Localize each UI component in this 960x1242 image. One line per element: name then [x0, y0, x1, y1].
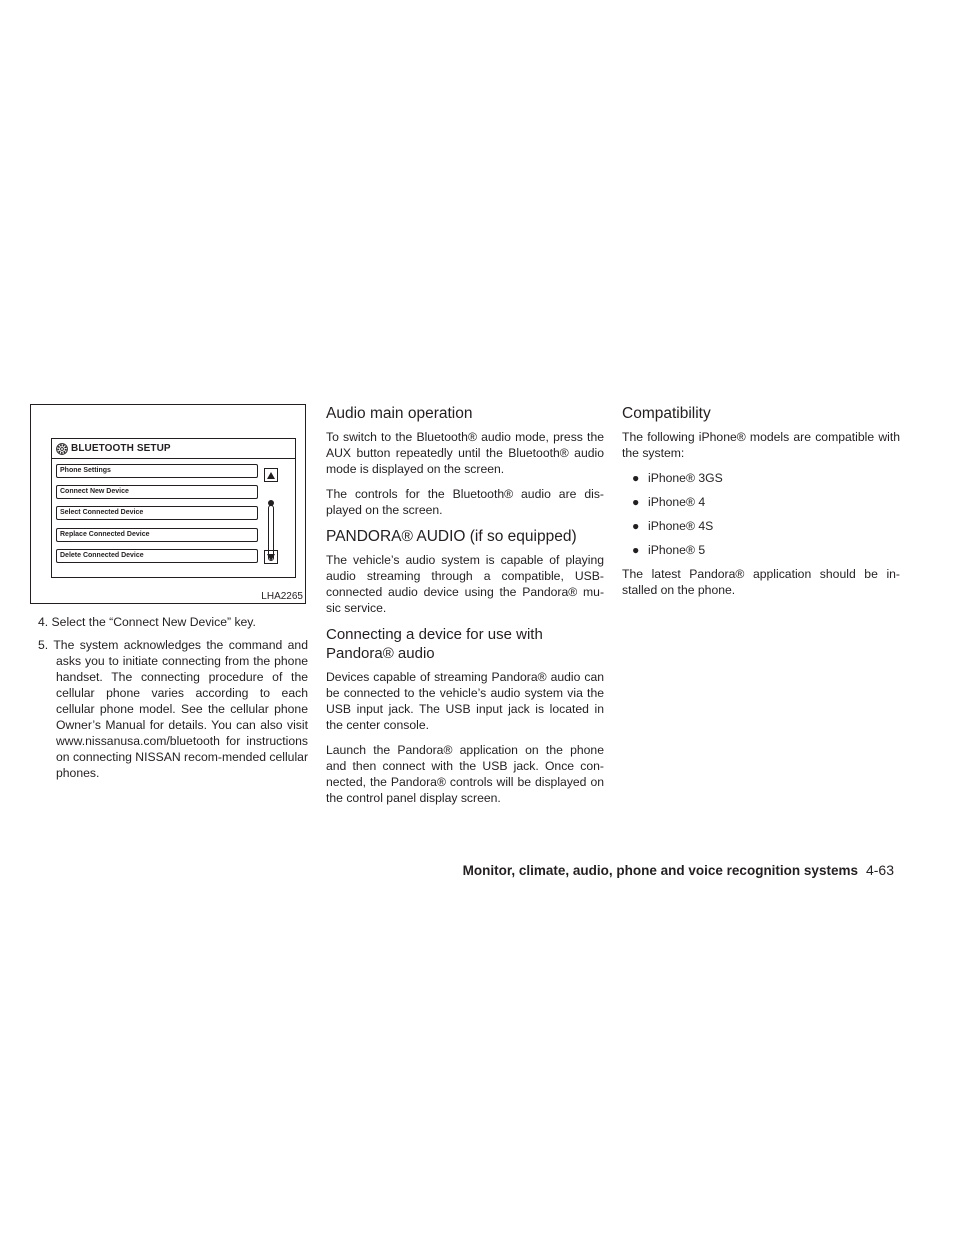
phone-settings-button[interactable]: Phone Settings: [56, 464, 258, 478]
step-5: 5. The system acknowledges the command and asks you to initiate connecting from the phone handset. The connecting procedure of the cellular phone varies according to each cellular phone model. See the cellular phone Owner’s Manual for details. You can also visit www.nissanusa.com/bluetooth for instructions on connecting NISSAN recom-mended cellular phones.: [38, 638, 308, 780]
replace-connected-device-button[interactable]: Replace Connected Device: [56, 528, 258, 542]
list-item: ● iPhone® 5: [632, 543, 706, 557]
audio-main-paragraph-1: To switch to the Bluetooth® audio mode, press the AUX button repeatedly until the Bluetooth® audio mode is displayed on the screen.: [326, 430, 604, 476]
compatibility-heading: Compatibility: [622, 405, 711, 422]
list-item: ● iPhone® 3GS: [632, 471, 723, 485]
select-connected-device-button[interactable]: Select Connected Device: [56, 506, 258, 520]
pandora-heading: PANDORA® AUDIO (if so equipped): [326, 528, 577, 545]
audio-main-paragraph-2: The controls for the Bluetooth® audio are dis-played on the screen.: [326, 487, 604, 517]
compatibility-intro: The following iPhone® models are compatible with the system:: [622, 430, 900, 460]
bullet-icon: ●: [632, 495, 640, 509]
connecting-paragraph-1: Devices capable of streaming Pandora® audio can be connected to the vehicle’s audio system via the USB input jack. The USB input jack is located in the center console.: [326, 670, 604, 732]
connecting-paragraph-2: Launch the Pandora® application on the phone and then connect with the USB jack. Once con-nected, the Pandora® controls will be displayed on the control panel display screen.: [326, 743, 604, 805]
step-4: 4. Select the “Connect New Device” key.: [38, 615, 256, 629]
connecting-heading: Connecting a device for use with Pandora® audio: [326, 626, 543, 662]
screen-header: [52, 439, 295, 459]
middle-column: [326, 404, 604, 815]
left-column: [30, 404, 308, 788]
scroll-down-button[interactable]: [264, 550, 278, 564]
gear-icon: [55, 442, 69, 456]
audio-main-heading: Audio main operation: [326, 405, 473, 422]
delete-connected-device-button[interactable]: Delete Connected Device: [56, 549, 258, 563]
screen-title: BLUETOOTH SETUP: [71, 443, 171, 454]
triangle-down-icon: [267, 554, 275, 561]
right-column: [622, 404, 900, 607]
page-footer: [334, 862, 894, 878]
triangle-up-icon: [267, 472, 275, 479]
list-item: ● iPhone® 4: [632, 495, 706, 509]
compatibility-outro: The latest Pandora® application should be in-stalled on the phone.: [622, 567, 900, 597]
bluetooth-setup-figure: [30, 404, 306, 604]
compatible-models-list: [622, 470, 900, 558]
list-item: ● iPhone® 4S: [632, 519, 714, 533]
figure-code: LHA2265: [261, 591, 303, 602]
display-screen: [51, 438, 296, 578]
bullet-icon: ●: [632, 471, 640, 485]
page-number: 4-63: [865, 862, 894, 878]
connect-new-device-button[interactable]: Connect New Device: [56, 485, 258, 499]
bullet-icon: ●: [632, 519, 640, 533]
section-title: Monitor, climate, audio, phone and voice recognition systems: [462, 863, 858, 878]
pandora-paragraph: The vehicle’s audio system is capable of playing audio streaming through a compatible, USB-connected audio device using the Pandora® mu-sic service.: [326, 553, 604, 615]
scroll-up-button[interactable]: [264, 468, 278, 482]
bullet-icon: ●: [632, 543, 640, 557]
